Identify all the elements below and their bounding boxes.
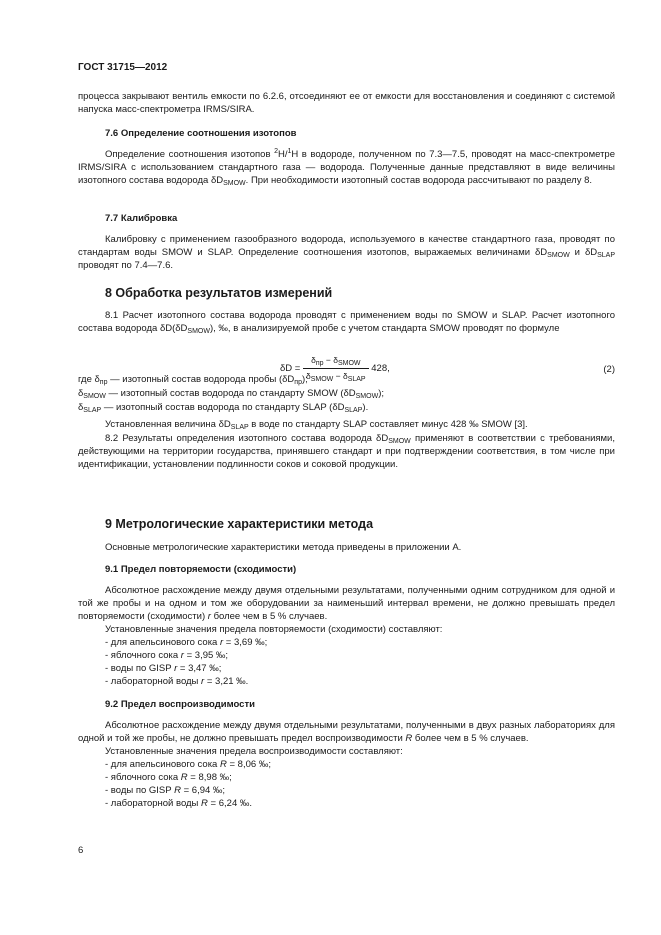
text-run: ), ‰, в анализируемой пробе с учетом стандарта SMOW проводят по формуле (209, 323, 560, 334)
section-7-6 (78, 127, 615, 187)
list-item (78, 758, 615, 771)
text-run: δ (305, 371, 311, 381)
text-run: = 3,95 ‰; (183, 650, 229, 661)
subscript: SMOW (388, 438, 411, 445)
subscript: SMOW (547, 252, 570, 259)
formula-lhs: δD = (280, 363, 301, 375)
text-run: - лабораторной воды (105, 676, 202, 687)
legend-line (78, 373, 615, 386)
text-run: δ (78, 388, 84, 399)
text-run: ). (362, 402, 369, 413)
variable: r (219, 637, 224, 648)
formula-number: (2) (603, 364, 615, 375)
subscript: пр (99, 379, 108, 386)
text-run: = 3,47 ‰; (177, 663, 222, 674)
subscript: SLAP (597, 252, 616, 259)
text-run: - яблочного сока (105, 772, 181, 783)
list-item (78, 771, 615, 784)
text-run: 8.2 Результаты определения изотопного состава водорода δD (105, 433, 389, 444)
subscript: SLAP (83, 407, 102, 414)
text-run: = 8,98 ‰; (187, 772, 232, 783)
text-run: - для апельсинового сока (105, 637, 220, 648)
section-8 (78, 287, 615, 335)
text-run: более чем в 5 % случаев. (210, 611, 328, 622)
section-7-6-text (78, 148, 615, 187)
legend-line (78, 387, 615, 400)
text-run: = 6,24 ‰. (207, 798, 253, 809)
text-run: в воде по стандарту SLAP составляет минус 428 ‰ SMOW [3]. (248, 419, 528, 430)
subscript: SMOW (187, 328, 210, 335)
variable: R (219, 759, 227, 770)
variable: R (174, 785, 181, 796)
text-run: - лабораторной воды (105, 798, 202, 809)
superscript: 1 (287, 148, 292, 155)
text-run: - для апельсинового сока (105, 759, 220, 770)
text-run: ); (301, 374, 308, 385)
subscript: SLAP (344, 407, 363, 414)
page-number: 6 (78, 845, 84, 856)
variable: r (201, 676, 205, 687)
variable: R (201, 798, 208, 809)
text-run: 8.1 Расчет изотопного состава водорода проводят с применением воды по SMOW и SLAP. Расчет изотопного состава водорода δD(δD (78, 310, 615, 334)
section-9-title: 9 Метрологические характеристики метода (105, 517, 374, 531)
variable: r (174, 663, 178, 674)
section-7-7-title: 7.7 Калибровка (105, 213, 178, 224)
subscript: SLAP (230, 424, 249, 431)
section-7-7-text (78, 233, 615, 272)
subscript: SMOW (355, 393, 379, 400)
paragraph-text: процесса закрывают вентиль емкости по 6.2.6, отсоединяют ее от емкости для восстановления и соединяют с системой напуска масс-спектрометра IRMS/SIRA. (78, 91, 615, 115)
variable: R (405, 733, 413, 744)
subscript: SMOW (337, 360, 361, 367)
page-header-title: ГОСТ 31715—2012 (78, 62, 168, 73)
list-item (78, 784, 615, 797)
section-9-1-values-intro: Установленные значения предела повторяемости (сходимости) составляют: (105, 624, 443, 635)
section-9-intro: Основные метрологические характеристики метода приведены в приложении А. (105, 542, 462, 553)
text-run: − δ (333, 371, 348, 381)
text-run: ); (378, 388, 385, 399)
subscript: SMOW (223, 180, 246, 187)
formula-rhs: 428, (371, 363, 390, 375)
list-item (78, 649, 615, 662)
section-9-2-values-intro: Установленные значения предела воспроизводимости составляют: (105, 746, 403, 757)
text-run: H/ (277, 149, 288, 160)
text-run: проводят по 7.4—7.6. (78, 260, 174, 271)
text-run: и δD (569, 247, 598, 258)
list-item (78, 636, 615, 649)
text-run: — изотопный состав водорода пробы (δD (107, 374, 295, 385)
section-8-2-text (78, 432, 615, 471)
section-7-7 (78, 212, 615, 272)
text-run: Калибровку с применением газообразного водорода, используемого в качестве стандартного газа, проводят по стандартам воды SMOW и SLAP. Определение соотношения изотопов, выражаемых величинами δD (78, 234, 615, 258)
section-9-2-title: 9.2 Предел воспроизводимости (105, 699, 255, 710)
text-run: . При необходимости изотопный состав водорода рассчитывают по разделу 8. (245, 175, 593, 186)
list-item (78, 797, 615, 810)
text-run: − δ (323, 355, 338, 365)
superscript: 2 (274, 148, 278, 155)
text-run: - яблочного сока (105, 650, 181, 661)
text-run: применяют в соответствии с требованиями, действующими на территории государства, принявшего стандарт и при подтверждении соответствия, в том числе при идентификации, установлении подлинности соков и соковой продукции. (78, 433, 615, 470)
section-9-1-text (78, 584, 615, 623)
subscript: SMOW (83, 393, 106, 400)
subscript: SMOW (310, 376, 334, 383)
text-run: более чем в 5 % случаев. (412, 733, 529, 744)
text-run: Абсолютное расхождение между двумя отдельными результатами, полученными одним сотрудником для одной и той же пробы и на одном и том же оборудовании за наименьший интервал времени, не должно превышать предел повторяемости (сходимости) (78, 585, 615, 622)
slap-value-text (78, 418, 615, 431)
text-run: — изотопный состав водорода по стандарту SMOW (δD (105, 388, 356, 399)
variable: R (180, 772, 188, 783)
document-page (78, 0, 615, 935)
text-run: Абсолютное расхождение между двумя отдельными результатами, полученными в двух разных лабораториях для одной и той же пробы, не должно превышать предел воспроизводимости (78, 720, 615, 744)
section-9-2-text (78, 719, 615, 745)
section-8-1-text (78, 309, 615, 335)
text-run: = 6,94 ‰; (180, 785, 226, 796)
text-run: где δ (78, 374, 100, 385)
list-item (78, 675, 615, 688)
text-run: δ (78, 402, 84, 413)
formula-legend (78, 373, 615, 471)
text-run: — изотопный состав водорода по стандарту SLAP (δD (101, 402, 345, 413)
subscript: пр (315, 360, 324, 367)
text-run: Установленная величина δD (105, 419, 231, 430)
section-9 (78, 518, 615, 810)
text-run: = 8,06 ‰; (226, 759, 271, 770)
legend-line (78, 401, 615, 414)
variable: r (180, 650, 184, 661)
text-run: Определение соотношения изотопов (105, 149, 275, 160)
continuation-paragraph (78, 90, 615, 116)
section-9-1-title: 9.1 Предел повторяемости (сходимости) (105, 564, 297, 575)
formula-numerator (303, 354, 369, 369)
text-run: H в водороде, полученном по 7.3—7.5, проводят на масс-спектрометре IRMS/SIRA с использованием стандартного газа — водорода. Полученные данные представляют в виде величины изотопного состава водорода δD (78, 149, 615, 186)
subscript: SLAP (347, 376, 366, 383)
section-8-title: 8 Обработка результатов измерений (105, 286, 333, 300)
text-run: = 3,21 ‰. (204, 676, 249, 687)
section-7-6-title: 7.6 Определение соотношения изотопов (105, 128, 297, 139)
text-run: - воды по GISP (105, 663, 175, 674)
list-item (78, 662, 615, 675)
text-run: δ (311, 355, 316, 365)
text-run: - воды по GISP (105, 785, 175, 796)
subscript: пр (294, 379, 302, 386)
text-run: = 3,69 ‰; (223, 637, 268, 648)
variable: r (207, 611, 211, 622)
